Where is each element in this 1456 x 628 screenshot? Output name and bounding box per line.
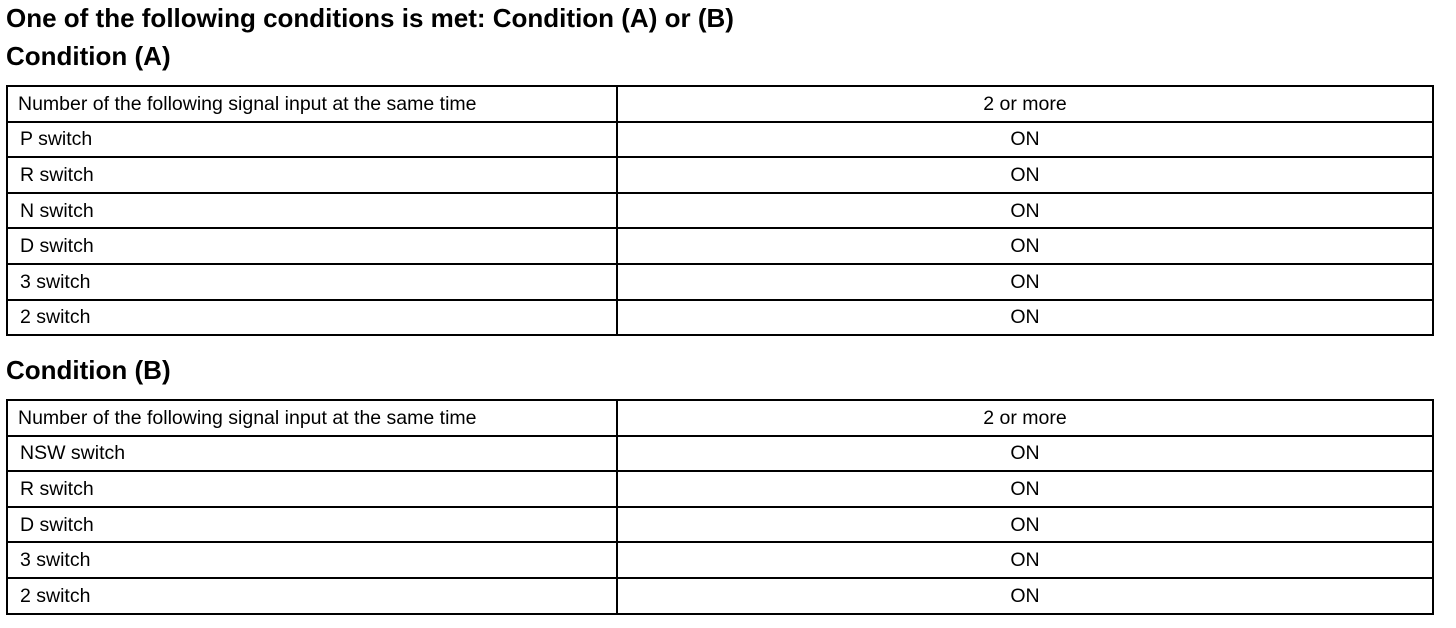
table-header-row: [7, 400, 1433, 436]
switch-value-cell: ON: [617, 578, 1433, 614]
switch-label-cell: R switch: [7, 471, 617, 507]
switch-value-cell: ON: [617, 264, 1433, 300]
condition-b-table: [6, 399, 1434, 615]
table-row: [7, 122, 1433, 158]
switch-value-cell: ON: [617, 122, 1433, 158]
table-row: [7, 300, 1433, 336]
table-row: [7, 436, 1433, 472]
switch-value-cell: ON: [617, 471, 1433, 507]
table-header-row: [7, 86, 1433, 122]
page-title: One of the following conditions is met: Condition (A) or (B): [6, 3, 734, 33]
header-value-cell: 2 or more: [617, 400, 1433, 436]
condition-b-heading: Condition (B): [6, 355, 171, 385]
table-row: [7, 578, 1433, 614]
header-label-cell: Number of the following signal input at the same time: [7, 400, 617, 436]
switch-label-cell: P switch: [7, 122, 617, 158]
switch-label-cell: 3 switch: [7, 264, 617, 300]
switch-label-cell: D switch: [7, 228, 617, 264]
table-row: [7, 542, 1433, 578]
switch-value-cell: ON: [617, 542, 1433, 578]
table-row: [7, 471, 1433, 507]
switch-label-cell: D switch: [7, 507, 617, 543]
condition-a-table: [6, 85, 1434, 336]
switch-value-cell: ON: [617, 157, 1433, 193]
switch-label-cell: NSW switch: [7, 436, 617, 472]
switch-label-cell: R switch: [7, 157, 617, 193]
switch-value-cell: ON: [617, 228, 1433, 264]
table-row: [7, 228, 1433, 264]
table-row: [7, 157, 1433, 193]
switch-value-cell: ON: [617, 436, 1433, 472]
switch-value-cell: ON: [617, 193, 1433, 229]
table-row: [7, 193, 1433, 229]
switch-label-cell: 2 switch: [7, 300, 617, 336]
table-row: [7, 507, 1433, 543]
switch-value-cell: ON: [617, 507, 1433, 543]
header-label-cell: Number of the following signal input at the same time: [7, 86, 617, 122]
switch-label-cell: N switch: [7, 193, 617, 229]
table-row: [7, 264, 1433, 300]
switch-label-cell: 3 switch: [7, 542, 617, 578]
switch-label-cell: 2 switch: [7, 578, 617, 614]
header-value-cell: 2 or more: [617, 86, 1433, 122]
switch-value-cell: ON: [617, 300, 1433, 336]
condition-a-heading: Condition (A): [6, 41, 171, 71]
